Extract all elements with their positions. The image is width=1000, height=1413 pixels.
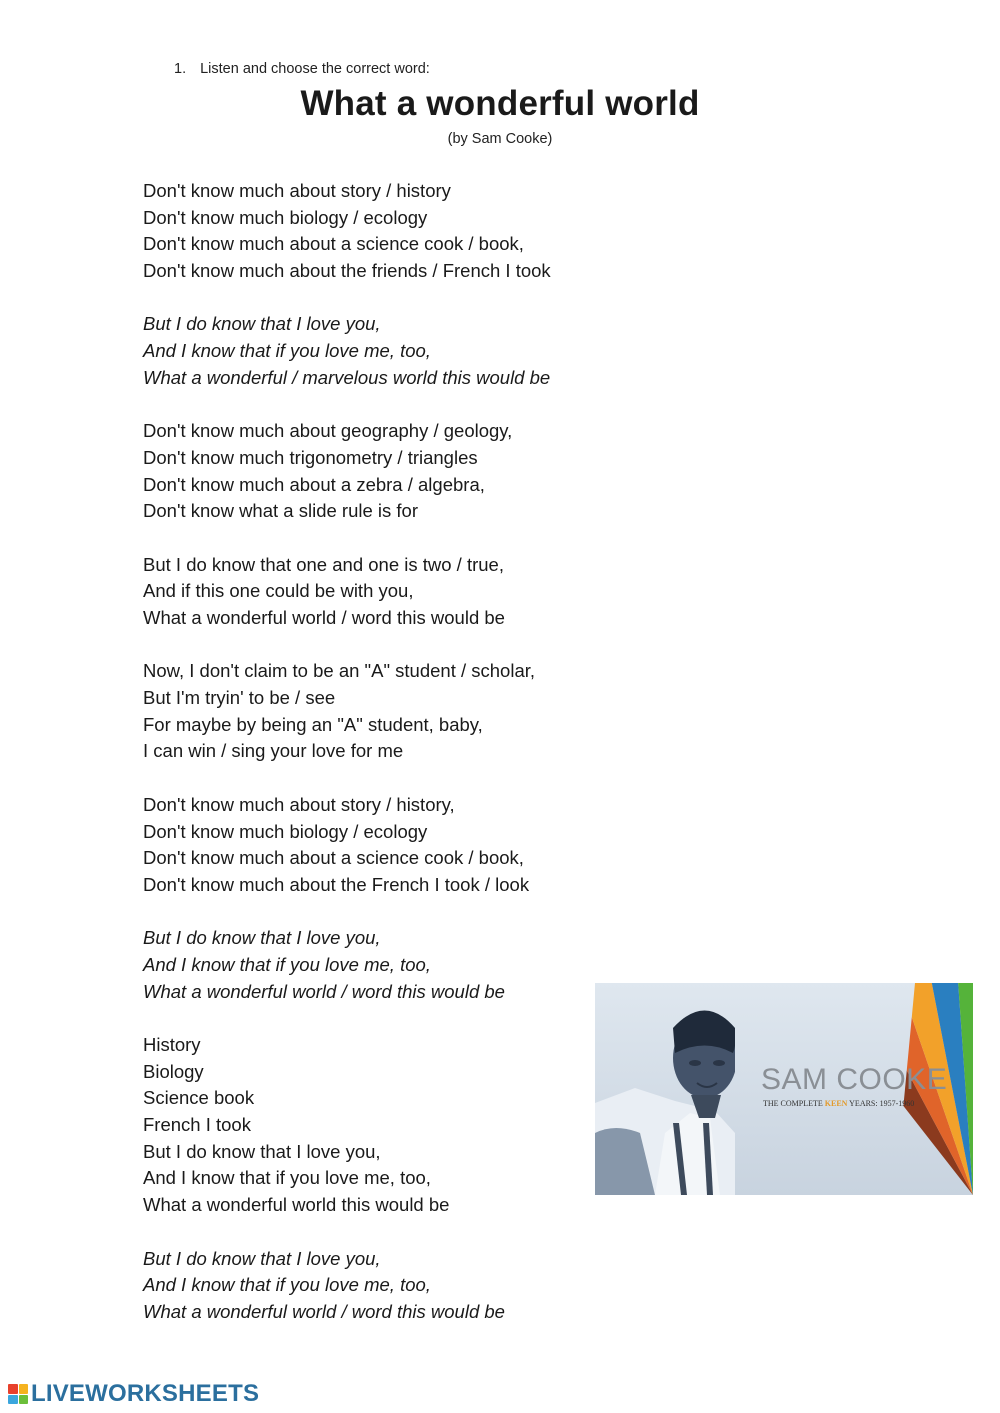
lyric-line: Don't know much about a science cook / book, xyxy=(143,233,524,255)
stanza xyxy=(143,658,603,765)
stanza xyxy=(143,552,603,632)
stanza xyxy=(143,418,603,525)
lyric-line: Don't know much about story / history xyxy=(143,180,451,201)
stanza-gap xyxy=(143,392,603,419)
lyric-line: Science book xyxy=(143,1087,255,1109)
logo-mark-square xyxy=(19,1384,29,1394)
stanza xyxy=(143,792,603,899)
instruction-number: 1. xyxy=(174,61,187,77)
lyric-line: Don't know much about the French I took / look xyxy=(143,873,530,895)
stanza xyxy=(143,1246,603,1326)
album-subtitle xyxy=(763,1099,914,1108)
stanza xyxy=(143,178,603,285)
logo-text: LIVEWORKSHEETS xyxy=(31,1380,260,1407)
song-title: What a wonderful world xyxy=(300,84,700,123)
album-artist: SAM COOKE xyxy=(761,1063,948,1096)
lyric-line: But I do know that I love you, xyxy=(143,313,381,335)
album-subtitle-end: YEARS: 1957-1960 xyxy=(849,1099,915,1108)
logo-mark-square xyxy=(8,1384,18,1394)
lyric-line: But I'm tryin' to be / see xyxy=(143,687,336,709)
logo-mark-icon xyxy=(8,1384,28,1404)
instruction-text: Listen and choose the correct word: xyxy=(200,61,430,77)
lyric-line: What a wonderful world / word this would be xyxy=(143,980,505,1002)
instruction xyxy=(174,61,430,77)
lyric-line: Don't know much biology / ecology xyxy=(143,206,428,228)
lyric-line: I can win / sing your love for me xyxy=(143,740,404,762)
album-subtitle-keen: KEEN xyxy=(824,1099,848,1108)
stanza-gap xyxy=(143,632,603,659)
lyric-line: Don't know much about the friends / French I took xyxy=(143,260,551,282)
lyric-line: Now, I don't claim to be an "A" student / scholar, xyxy=(143,660,536,682)
lyric-line: And I know that if you love me, too, xyxy=(143,1167,431,1189)
lyric-line: But I do know that I love you, xyxy=(143,1140,381,1162)
stanza-gap xyxy=(143,899,603,926)
lyric-line: History xyxy=(143,1034,201,1055)
album-cover xyxy=(595,983,973,1195)
lyric-line: Don't know much about story / history, xyxy=(143,793,455,815)
logo-mark-square xyxy=(8,1395,18,1405)
stanza xyxy=(143,311,603,391)
lyric-line: Don't know much about geography / geology, xyxy=(143,420,513,442)
stanza xyxy=(143,1032,603,1219)
lyric-line: Don't know much trigonometry / triangles xyxy=(143,446,478,468)
lyric-line: Don't know much about a zebra / algebra, xyxy=(143,473,485,495)
stanza-gap xyxy=(143,1219,603,1246)
lyric-line: Don't know much biology / ecology xyxy=(143,820,428,842)
lyric-line: Don't know much about a science cook / book, xyxy=(143,847,524,869)
stanza-gap xyxy=(143,765,603,792)
stanza-gap xyxy=(143,525,603,552)
stanza-gap xyxy=(143,285,603,312)
lyric-line: But I do know that I love you, xyxy=(143,927,381,949)
lyric-line: And I know that if you love me, too, xyxy=(143,953,431,975)
lyric-line: Biology xyxy=(143,1060,204,1082)
lyric-line: What a wonderful world / word this would be xyxy=(143,1300,505,1322)
lyric-line: What a wonderful world this would be xyxy=(143,1194,450,1216)
album-subtitle-start: THE COMPLETE xyxy=(763,1099,823,1108)
stanza xyxy=(143,925,603,1005)
lyric-line: What a wonderful world / word this would be xyxy=(143,607,505,628)
lyric-line: And I know that if you love me, too, xyxy=(143,1274,431,1296)
lyric-line: But I do know that one and one is two / true, xyxy=(143,553,504,575)
lyrics xyxy=(143,178,603,1326)
lyric-line: What a wonderful / marvelous world this would be xyxy=(143,366,551,388)
logo-mark-square xyxy=(19,1395,29,1405)
lyric-line: And if this one could be with you, xyxy=(143,580,414,602)
song-subtitle: (by Sam Cooke) xyxy=(447,131,553,147)
lyric-line: But I do know that I love you, xyxy=(143,1247,381,1269)
liveworksheets-logo[interactable] xyxy=(8,1382,259,1406)
lyric-line: French I took xyxy=(143,1114,251,1136)
stanza-gap xyxy=(143,1005,603,1032)
lyric-line: Don't know what a slide rule is for xyxy=(143,500,418,522)
lyric-line: And I know that if you love me, too, xyxy=(143,340,431,362)
lyric-line: For maybe by being an "A" student, baby, xyxy=(143,713,483,735)
